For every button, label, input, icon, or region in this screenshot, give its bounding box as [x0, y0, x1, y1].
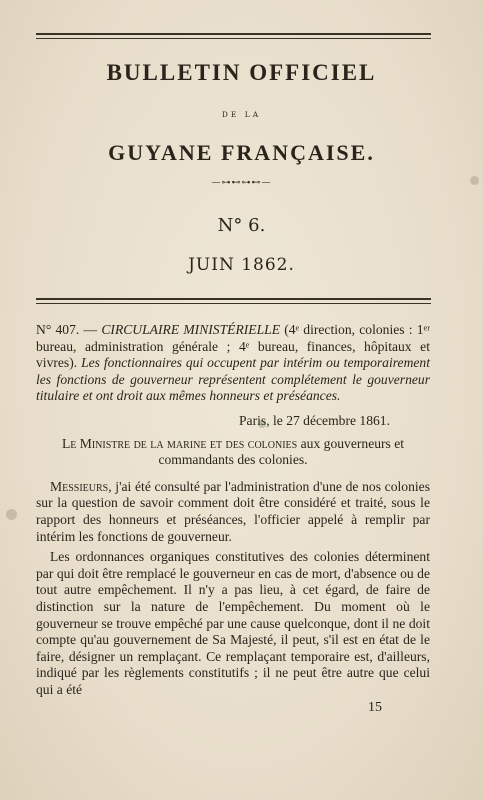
article-body [36, 322, 430, 702]
header-top-rule [36, 33, 431, 39]
paper-stain [6, 509, 17, 520]
page-number: 15 [368, 700, 382, 715]
header-bottom-rule [36, 298, 431, 304]
paragraph-1 [36, 479, 430, 545]
article-dash: — [79, 322, 102, 337]
issue-date: JUIN 1862. [188, 255, 295, 275]
article-kind-details: (4ᵉ direction, colonies : 1ᵉʳ bureau, administration générale ; 4ᵉ bureau, finances, hôpitaux et vivres). [36, 322, 431, 371]
dateline: Paris, le 27 décembre 1861. [239, 412, 390, 428]
article-number: N° 407. [36, 322, 80, 337]
circular-heading [36, 436, 430, 469]
paragraph-1-text: j'ai été consulté par l'administration d'une de nos colonies sur la question de savoir comment doit être considéré et traité, sous le rapport des honneurs et préséances, l'officier appelé à remplir par intérim les fonctions de gouverneur. [36, 478, 430, 544]
article-kind: CIRCULAIRE MINISTÉRIELLE [101, 322, 281, 337]
colony-title: GUYANE FRANÇAISE. [108, 140, 375, 165]
issue-number: N° 6. [217, 215, 266, 236]
heading-recipients: aux gouverneurs et commandants des colonies. [158, 435, 405, 468]
bulletin-title: BULLETIN OFFICIEL [106, 60, 377, 85]
heading-minister: Le Ministre de la marine et des colonies [61, 435, 298, 451]
paragraph-2: Les ordonnances organiques constitutives des colonies déterminent par qui doit être remplacé le gouverneur en cas de mort, d'absence ou de tout autre empêchement. Il n'y a pas lieu, à cet égard, de faire de distinction sur la nature de l'empêchement. Du moment où le gouverneur se trouve empêché par une cause quelconque, dont il ne doit compte qu'au gouvernement de Sa Majesté, il peut, s'il est en état de le faire, désigner un remplaçant. Ce remplaçant temporaire est, d'ailleurs, indiqué par les règlements constitutifs ; il ne peut être autre que celui qui a été [36, 549, 430, 697]
title-connector: DE LA [221, 110, 262, 119]
article-summary: Les fonctionnaires qui occupent par intérim ou temporairement les fonctions de gouverneur représentent complétement le gouverneur titulaire et ont droit aux mêmes honneurs et préséances. [36, 355, 430, 404]
article-intro [36, 322, 430, 405]
ornament-divider: —⊶⊷⊶⊷— [211, 178, 272, 188]
salutation: Messieurs, [50, 478, 112, 494]
